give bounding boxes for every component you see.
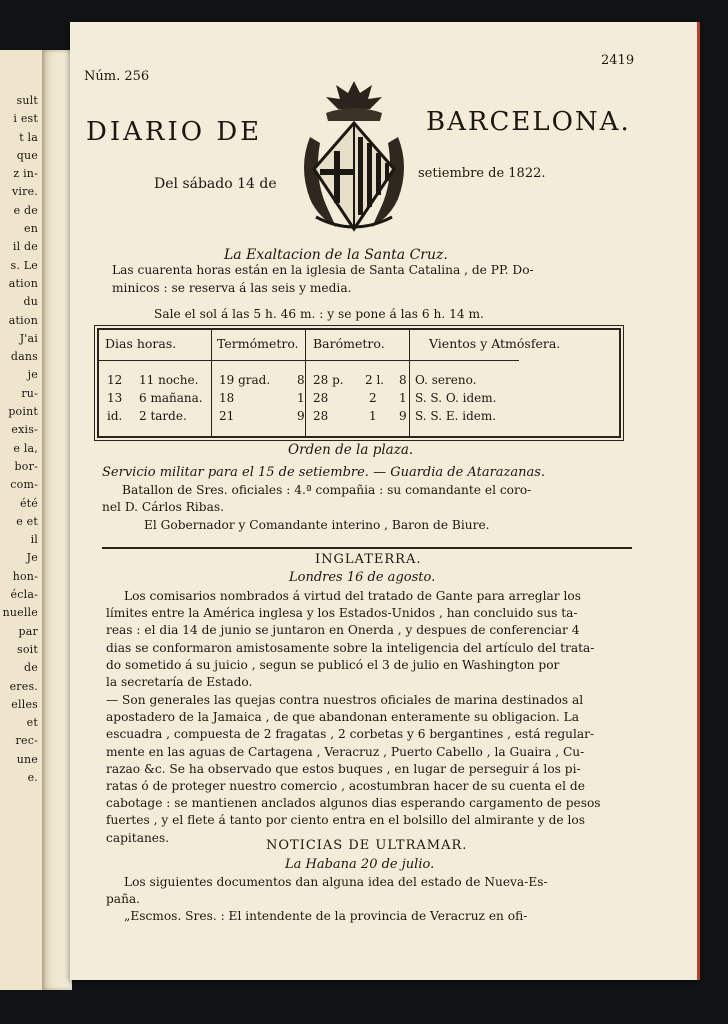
column-header: Dias horas. — [105, 336, 177, 351]
table-divider — [305, 330, 306, 436]
cell-barometer-p: 28 — [313, 409, 329, 423]
cell-therm-fraction: 9 — [297, 409, 305, 423]
cell-wind: O. sereno. — [415, 373, 477, 387]
text-line: Batallon de Sres. oficiales : 4.ª compañia : su comandante el coro- — [122, 482, 532, 497]
masthead-title-left: DIARIO DE — [86, 117, 263, 147]
fragment: s. Le — [10, 258, 38, 272]
text-line: ratas ó de proteger nuestro comercio , acostumbran hacer de su cuenta el de — [106, 779, 585, 794]
fragment: nuelle — [2, 606, 38, 620]
section-title-orden: Orden de la plaza. — [288, 442, 414, 458]
cell-thermometer: 18 — [219, 391, 235, 405]
text-line: nel D. Cárlos Ribas. — [102, 500, 224, 515]
sunrise-sunset: Sale el sol á las 5 h. 46 m. : y se pone á las 6 h. 14 m. — [154, 307, 484, 321]
cell-hour: 6 mañana. — [139, 391, 203, 405]
fragment: ation — [8, 276, 38, 290]
fragment: hon- — [12, 569, 38, 583]
text-line: do sometido á su juicio , segun se publicó el 3 de julio en Washington por — [106, 657, 560, 672]
text-line: capitanes. — [106, 830, 170, 845]
left-page-fragments — [0, 92, 38, 787]
column-header: Barómetro. — [313, 336, 385, 351]
cell-hour: 11 noche. — [139, 373, 199, 387]
fragment: point — [8, 405, 38, 419]
article-inglaterra-1 — [106, 588, 642, 691]
newspaper-page — [70, 22, 700, 980]
fragment: du — [23, 295, 38, 309]
cell-baro-fraction: 8 — [399, 373, 407, 387]
table-divider — [409, 330, 410, 436]
text-line: Los siguientes documentos dan alguna idea del estado de Nueva-Es- — [124, 875, 548, 889]
text-line: Las cuarenta horas están en la iglesia de Santa Catalina , de PP. Do- — [112, 263, 534, 277]
article-ultramar — [106, 874, 642, 926]
text-line: — Son generales las quejas contra nuestros oficiales de marina destinados al — [106, 693, 584, 707]
fragment: écla- — [10, 588, 38, 602]
text-line: Servicio militar para el 15 de setiembre. — Guardia de Atarazanas. — [102, 465, 546, 480]
text-line: límites entre la América inglesa y los Estados-Unidos , han concluido sus ta- — [106, 606, 578, 621]
barcelona-coat-of-arms-icon — [296, 77, 412, 237]
header-rule — [99, 360, 519, 361]
fragment: i est — [13, 112, 38, 126]
text-line: paña. — [106, 892, 141, 907]
text-line: fuertes , y el flete á tanto por ciento entra en el bolsillo del almirante y de los — [106, 813, 585, 828]
cell-day: 12 — [107, 373, 123, 387]
column-header: Termómetro. — [217, 336, 299, 351]
fragment: J'ai — [19, 331, 38, 345]
fragment: exis- — [11, 423, 38, 437]
fragment: z in- — [13, 167, 38, 181]
fragment: vire. — [12, 185, 38, 199]
section-heading-inglaterra: INGLATERRA. — [315, 552, 422, 567]
feast-of-day: La Exaltacion de la Santa Cruz. — [224, 247, 448, 263]
date-left: Del sábado 14 de — [154, 176, 277, 192]
fragment: par — [18, 624, 38, 638]
fragment: e de — [13, 203, 38, 217]
cuarenta-horas-notice — [112, 262, 612, 297]
fragment: je — [27, 368, 38, 382]
fragment: t la — [19, 130, 38, 144]
text-line: apostadero de la Jamaica , de que abandonan enteramente su obligacion. La — [106, 710, 580, 725]
fragment: e la, — [13, 441, 38, 455]
fragment: de — [24, 661, 38, 675]
cell-thermometer: 19 grad. — [219, 373, 271, 387]
issue-number: Núm. 256 — [84, 69, 150, 84]
text-line: Los comisarios nombrados á virtud del tratado de Gante para arreglar los — [124, 589, 581, 603]
fragment: que — [16, 148, 38, 162]
cell-thermometer: 21 — [219, 409, 235, 423]
cell-barometer-l: 2 — [369, 391, 377, 405]
weather-table — [97, 328, 621, 438]
fragment: été — [19, 496, 38, 510]
dateline-londres: Londres 16 de agosto. — [289, 570, 436, 585]
fragment: eres. — [9, 679, 38, 693]
fragment: com- — [10, 478, 38, 492]
fragment: soit — [16, 642, 38, 656]
text-line: minicos : se reserva á las seis y media. — [112, 280, 352, 295]
fragment: Je — [26, 551, 38, 565]
fragment: ru- — [21, 386, 38, 400]
text-line: El Gobernador y Comandante interino , Baron de Biure. — [144, 517, 490, 532]
cell-baro-fraction: 9 — [399, 409, 407, 423]
fragment: dans — [10, 350, 38, 364]
fragment: rec- — [15, 734, 38, 748]
cell-day: 13 — [107, 391, 123, 405]
text-line: mente en las aguas de Cartagena , Veracruz , Puerto Cabello , la Guaira , Cu- — [106, 744, 585, 759]
fragment: e. — [27, 770, 38, 784]
fragment: sult — [16, 94, 38, 107]
text-line: „Escmos. Sres. : El intendente de la provincia de Veracruz en ofi- — [124, 909, 528, 924]
text-line: escuadra , compuesta de 2 fragatas , 2 corbetas y 6 bergantines , está regular- — [106, 727, 595, 742]
cell-wind: S. S. O. idem. — [415, 391, 497, 405]
article-inglaterra-2 — [106, 692, 642, 847]
text-line: dias se conformaron amistosamente sobre la inteligencia del artículo del trata- — [106, 640, 595, 655]
cell-barometer-l: 2 l. — [365, 373, 385, 387]
date-right: setiembre de 1822. — [418, 166, 546, 181]
masthead-title-right: BARCELONA. — [426, 107, 631, 137]
dateline-habana: La Habana 20 de julio. — [285, 857, 435, 872]
text-line: cabotage : se mantienen anclados algunos dias esperando cargamento de pesos — [106, 796, 601, 811]
book-gutter — [42, 50, 72, 990]
fragment: elles — [11, 697, 38, 711]
section-rule — [102, 547, 632, 549]
section-heading-ultramar: NOTICIAS DE ULTRAMAR. — [266, 838, 468, 853]
cell-baro-fraction: 1 — [399, 391, 407, 405]
cell-wind: S. S. E. idem. — [415, 409, 497, 423]
cell-therm-fraction: 8 — [297, 373, 305, 387]
fragment: e et — [16, 514, 38, 528]
cell-barometer-p: 28 — [313, 391, 329, 405]
cell-hour: 2 tarde. — [139, 409, 187, 423]
fragment: il — [30, 533, 38, 547]
fragment: et — [26, 716, 38, 730]
table-divider — [211, 330, 212, 436]
text-line: la secretaría de Estado. — [106, 675, 253, 690]
fragment: une — [16, 752, 38, 766]
cell-barometer-p: 28 p. — [313, 373, 344, 387]
servicio-militar — [102, 464, 662, 534]
text-line: razao &c. Se ha observado que estos buques , en lugar de perseguir á los pi- — [106, 761, 581, 776]
cell-day: id. — [107, 409, 123, 423]
text-line: reas : el dia 14 de junio se juntaron en Onerda , y despues de conferenciar 4 — [106, 623, 580, 638]
column-header: Vientos y Atmósfera. — [429, 336, 561, 351]
fragment: ation — [8, 313, 38, 327]
fragment: bor- — [14, 459, 38, 473]
page-number: 2419 — [601, 53, 635, 68]
fragment: il de — [12, 240, 38, 254]
fragment: en — [24, 222, 38, 236]
cell-therm-fraction: 1 — [297, 391, 305, 405]
cell-barometer-l: 1 — [369, 409, 377, 423]
